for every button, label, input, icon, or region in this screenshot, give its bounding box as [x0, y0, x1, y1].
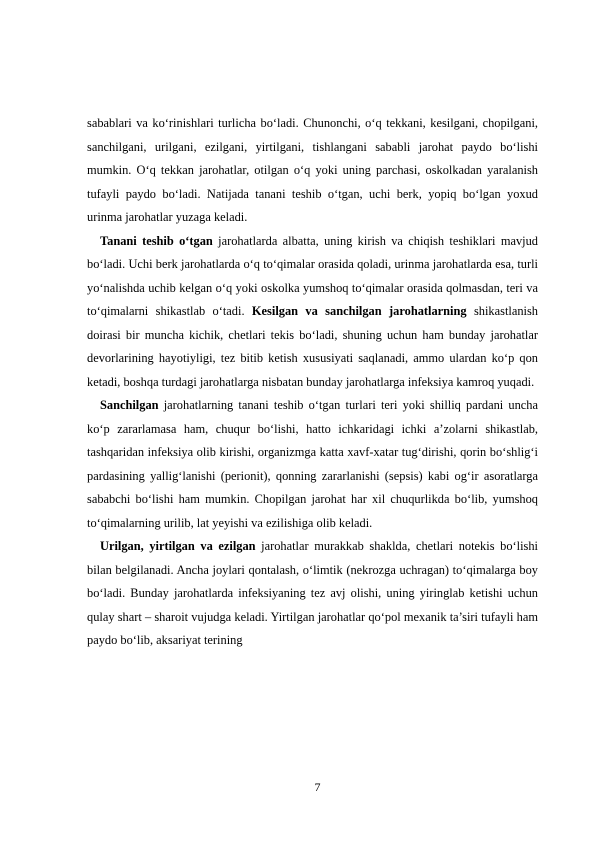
paragraph-3-text: jarohatlarning tanani teshib o‘tgan turlari teri yoki shilliq pardani uncha ko‘p zararlamasa ham, chuqur bo‘lishi, hatto ichkaridagi ichki a’zolarni shikastlab, tashqaridan infeksiya olib kirishi, organizmga katta xavf-xatar tug‘dirishi, qorin bo‘shlig‘i pardasining yallig‘lanishi (perionit), qonning zararlanishi (sepsis) kabi og‘ir asoratlarga sababchi bo‘lishi ham mumkin. Chopilgan jarohat har xil chuqurlikda bo‘lib, yumshoq to‘qimalarning urilib, lat yeyishi va ezilishiga olib keladi.: [87, 398, 538, 530]
term-urilgan-yirtilgan-ezilgan: Urilgan, yirtilgan va ezilgan: [100, 539, 256, 553]
paragraph-1-text: sabablari va ko‘rinishlari turlicha bo‘ladi. Chunonchi, o‘q tekkani, kesilgani, chopilgani, sanchilgani, urilgani, ezilgani, yirtilgani, tishlangani sababli jarohat paydo bo‘lishi mumkin. O‘q tekkan jarohatlar, otilgan o‘q yoki uning parchasi, oskolkadan yaralanish tufayli paydo bo‘ladi. Natijada tanani teshib o‘tgan, uchi berk, yopiq bo‘lgan yoxud urinma jarohatlar yuzaga keladi.: [87, 116, 538, 224]
paragraph-3: [87, 394, 538, 535]
term-sanchilgan: Sanchilgan: [100, 398, 159, 412]
paragraph-4: [87, 535, 538, 653]
paragraph-1: [87, 112, 538, 230]
paragraph-4-text: jarohatlar murakkab shaklda, chetlari notekis bo‘lishi bilan belgilanadi. Ancha joylari qontalash, o‘limtik (nekrozga uchragan) to‘qimalarga boy bo‘ladi. Bunday jarohatlarda infeksiyaning tez avj olishi, uning yiringlab ketishi uchun qulay shart – sharoit vujudga keladi. Yirtilgan jarohatlar qo‘pol mexanik ta’siri tufayli ham paydo bo‘lib, aksariyat terining: [87, 539, 538, 647]
paragraph-2: [87, 230, 538, 395]
body-text: [87, 112, 538, 653]
term-tanani-teshib-otgan: Tanani teshib o‘tgan: [100, 233, 213, 248]
term-kesilgan-sanchilgan: Kesilgan va sanchilgan jarohatlarning: [251, 304, 467, 318]
paragraph-2-text-a: jarohatlarda albatta, uning kirish va chiqish teshiklari mavjud bo‘ladi. Uchi berk jarohatlarda o‘q to‘qimalar orasida qoladi, urinma jarohatlarda esa, turli yo‘nalishda uchib kelgan o‘q yoki oskolka yumshoq to‘qimalar orasida qolmasdan, teri va to‘qimalarni shikastlab o‘tadi.: [87, 233, 539, 318]
page-number: 7: [314, 780, 321, 794]
paragraph-2-text-b: shikastlanish doirasi bir muncha kichik, chetlari tekis bo‘ladi, shuning uchun ham bunday jarohatlar devorlarining hayotiyligi, tez bitib ketish xususiyati saqlanadi, ammo ulardan ko‘p qon ketadi, boshqa turdagi jarohatlarga nisbatan bunday jarohatlarga infeksiya kamroq yuqadi.: [87, 304, 538, 389]
